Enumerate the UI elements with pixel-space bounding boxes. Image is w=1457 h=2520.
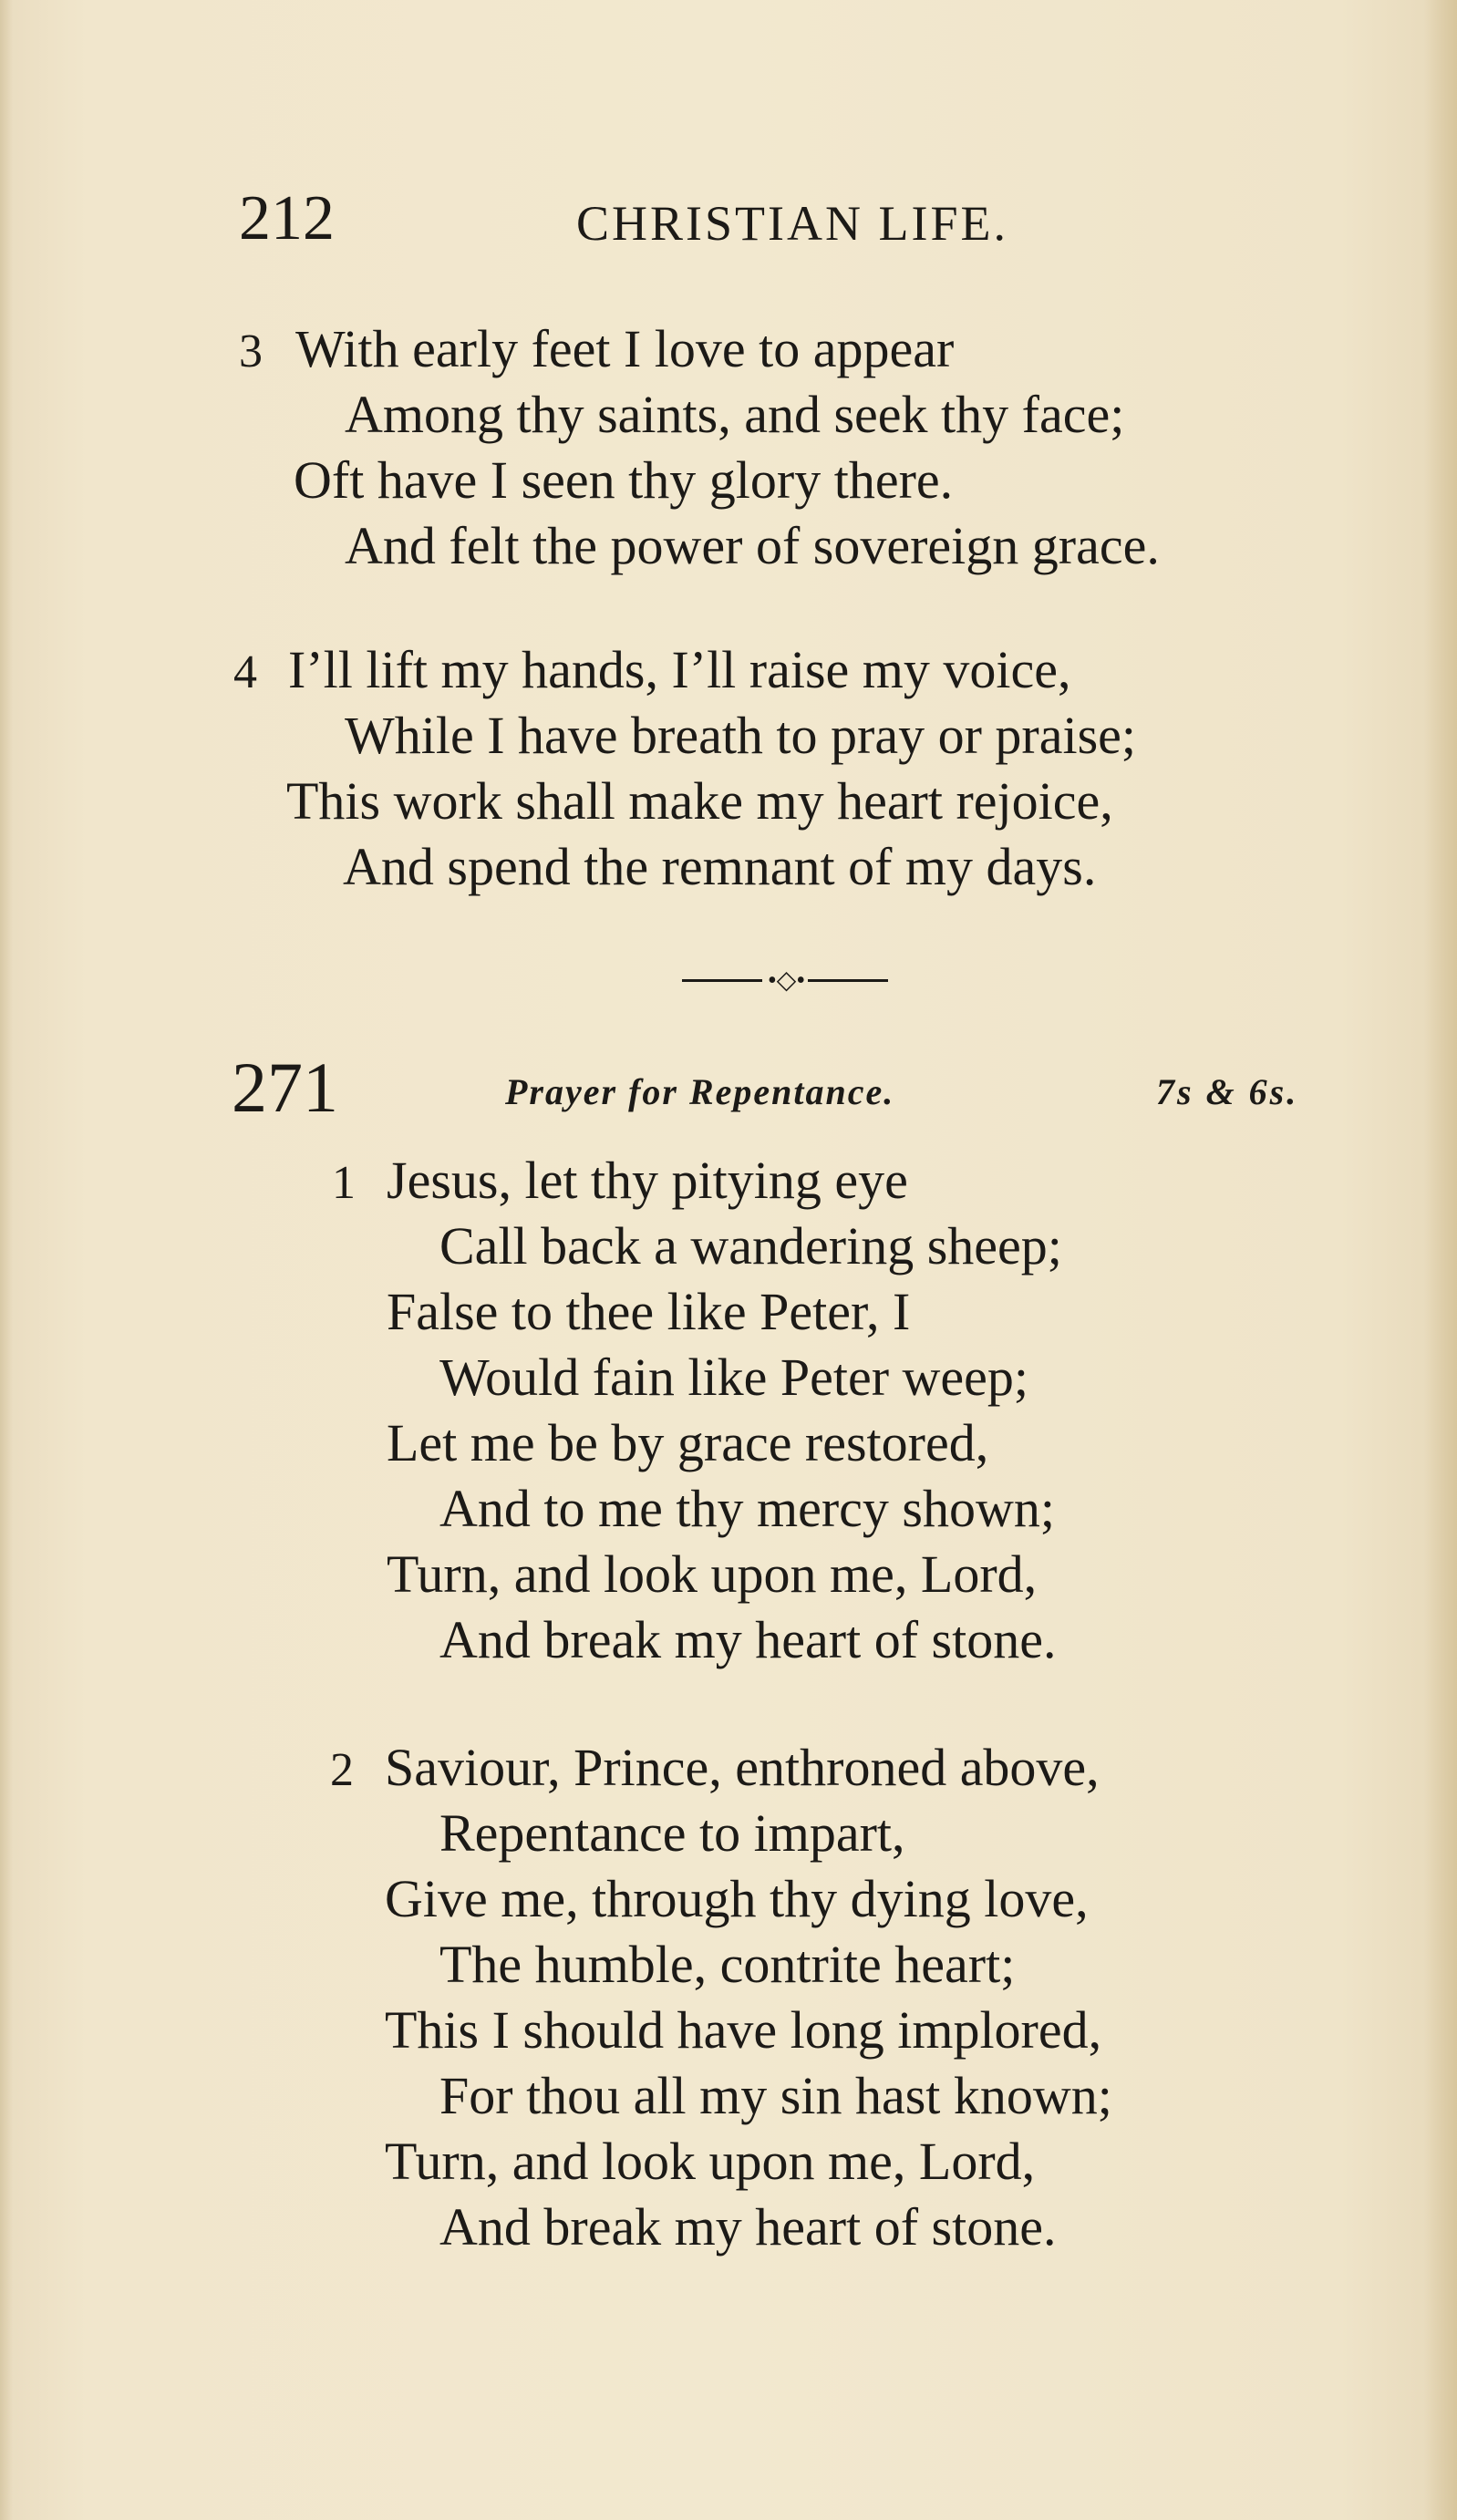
verse-line: And felt the power of sovereign grace. bbox=[345, 516, 1160, 575]
verse-line: The humble, contrite heart; bbox=[439, 1935, 1016, 1994]
verse-line: Would fain like Peter weep; bbox=[439, 1348, 1029, 1407]
verse-line: Jesus, let thy pitying eye bbox=[387, 1151, 908, 1210]
verse-line: While I have breath to pray or praise; bbox=[345, 706, 1137, 765]
stanza-number: 3 bbox=[239, 325, 263, 377]
verse-line: Turn, and look upon me, Lord, bbox=[387, 1544, 1038, 1604]
verse-line: And break my heart of stone. bbox=[439, 2197, 1057, 2257]
verse-line: Let me be by grace restored, bbox=[387, 1413, 989, 1472]
stanza-number: 4 bbox=[233, 646, 257, 698]
diamond-ornament-icon: •◇• bbox=[768, 966, 806, 995]
stanza-number: 2 bbox=[330, 1744, 354, 1796]
page-number: 212 bbox=[239, 183, 335, 253]
section-title: CHRISTIAN LIFE. bbox=[576, 196, 1008, 251]
verse-line: Among thy saints, and seek thy face; bbox=[345, 385, 1125, 444]
verse-line: And break my heart of stone. bbox=[439, 1610, 1057, 1669]
verse-line: Give me, through thy dying love, bbox=[385, 1869, 1089, 1928]
verse-line: For thou all my sin hast known; bbox=[439, 2066, 1112, 2125]
stanza-number: 1 bbox=[332, 1157, 356, 1209]
verse-line: With early feet I love to appear bbox=[295, 319, 955, 378]
verse-line: And spend the remnant of my days. bbox=[343, 837, 1097, 896]
divider-rule-right bbox=[808, 979, 888, 982]
verse-line: This work shall make my heart rejoice, bbox=[286, 771, 1113, 831]
hymn-title: Prayer for Repentance. bbox=[505, 1071, 895, 1112]
page-gutter-shadow bbox=[0, 0, 13, 2520]
divider-rule-left bbox=[682, 979, 762, 982]
verse-line: Call back a wandering sheep; bbox=[439, 1216, 1062, 1275]
hymn-meter: 7s & 6s. bbox=[1156, 1071, 1299, 1112]
verse-line: Repentance to impart, bbox=[439, 1803, 905, 1863]
verse-line: I’ll lift my hands, I’ll raise my voice, bbox=[288, 640, 1071, 699]
verse-line: Saviour, Prince, enthroned above, bbox=[385, 1738, 1100, 1797]
verse-line: Turn, and look upon me, Lord, bbox=[385, 2132, 1036, 2191]
verse-line: And to me thy mercy shown; bbox=[439, 1479, 1055, 1538]
verse-line: This I should have long implored, bbox=[385, 2000, 1102, 2060]
verse-line: Oft have I seen thy glory there. bbox=[294, 450, 954, 510]
page-edge-shadow bbox=[1424, 0, 1457, 2520]
hymn-number: 271 bbox=[232, 1048, 338, 1127]
ornamental-divider bbox=[682, 966, 888, 995]
verse-line: False to thee like Peter, I bbox=[387, 1282, 911, 1341]
